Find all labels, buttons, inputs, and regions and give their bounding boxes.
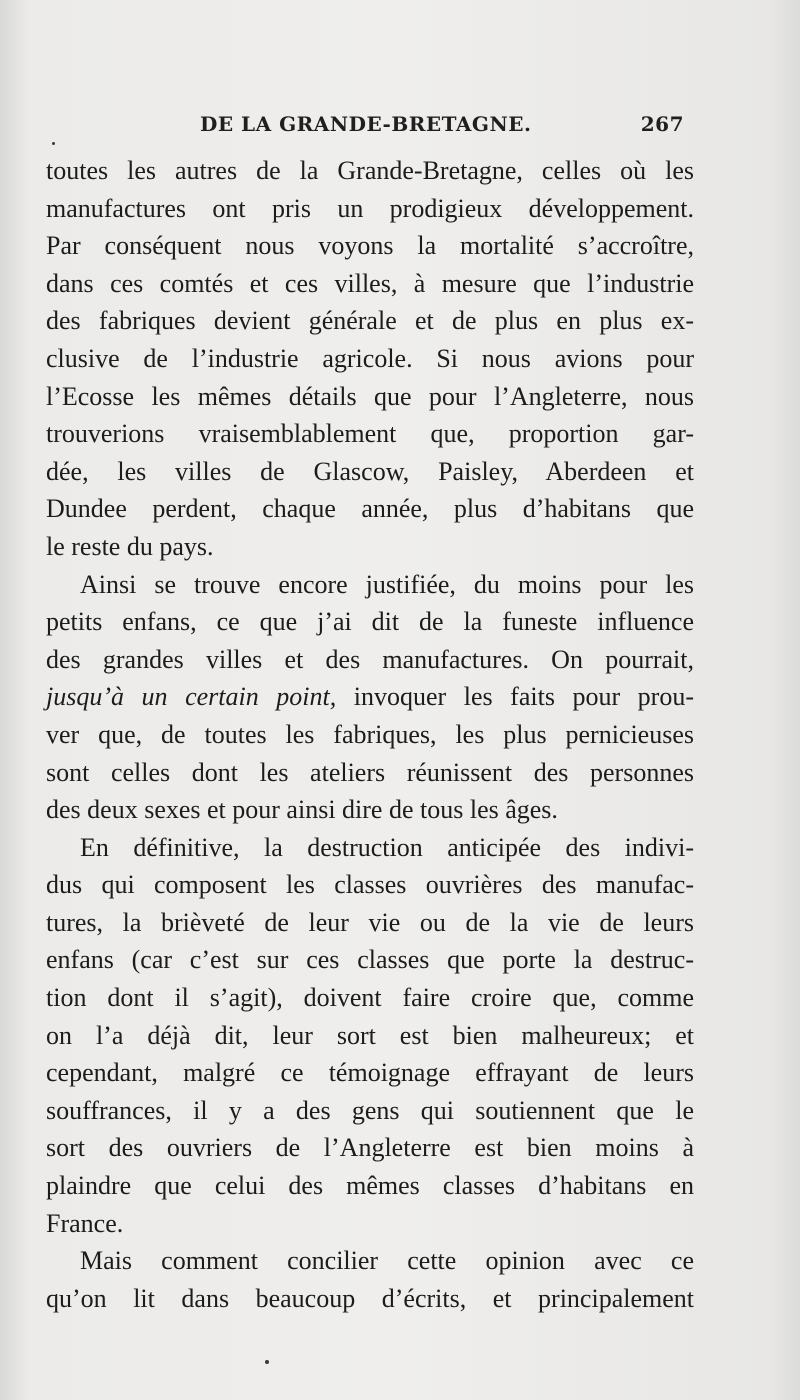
- text-line: dans ces comtés et ces villes, à mesure que l’industrie: [46, 268, 694, 298]
- running-head: [200, 112, 684, 142]
- ink-speck: [52, 142, 55, 145]
- text-line: souffrances, il y a des gens qui soutiennent que le: [46, 1095, 694, 1125]
- page-number: 267: [640, 112, 684, 136]
- text-line: cependant, malgré ce témoignage effrayant de leurs: [46, 1058, 694, 1088]
- italic-phrase: jusqu’à un certain point,: [46, 682, 337, 712]
- text-line: ver que, de toutes les fabriques, les plus pernicieuses: [46, 719, 694, 749]
- text-line: plaindre que celui des mêmes classes d’habitans en: [46, 1171, 694, 1201]
- text-line-with-italic: [46, 678, 694, 716]
- text-line: des grandes villes et des manufactures. On pourrait,: [46, 644, 694, 674]
- body-text: [46, 152, 694, 1317]
- text-line: manufactures ont pris un prodigieux développement.: [46, 193, 694, 223]
- text-line: dus qui composent les classes ouvrières des manufac-: [46, 870, 694, 900]
- text-line: sort des ouvriers de l’Angleterre est bien moins à: [46, 1133, 694, 1163]
- text-line: Ainsi se trouve encore justifiée, du moins pour les: [80, 569, 694, 599]
- text-line: En définitive, la destruction anticipée des indivi-: [80, 832, 694, 862]
- text-line: Par conséquent nous voyons la mortalité s’accroître,: [46, 231, 694, 261]
- text-line: trouverions vraisemblablement que, proportion gar-: [46, 419, 694, 449]
- text-line: Mais comment concilier cette opinion avec ce: [80, 1246, 694, 1276]
- text-line: petits enfans, ce que j’ai dit de la funeste influence: [46, 607, 694, 637]
- text-line: tures, la brièveté de leur vie ou de la vie de leurs: [46, 907, 694, 937]
- text-line: sont celles dont les ateliers réunissent des personnes: [46, 757, 694, 787]
- running-head-title: DE LA GRANDE-BRETAGNE.: [200, 112, 532, 136]
- text-line: qu’on lit dans beaucoup d’écrits, et principalement: [46, 1283, 694, 1313]
- text-line: l’Ecosse les mêmes détails que pour l’Angleterre, nous: [46, 381, 694, 411]
- text-line: le reste du pays.: [46, 531, 214, 561]
- text-line: clusive de l’industrie agricole. Si nous avions pour: [46, 343, 694, 373]
- text-line: des fabriques devient générale et de plus en plus ex-: [46, 306, 694, 336]
- text-line: des deux sexes et pour ainsi dire de tous les âges.: [46, 795, 558, 825]
- text-line: on l’a déjà dit, leur sort est bien malheureux; et: [46, 1020, 694, 1050]
- text-line: France.: [46, 1208, 124, 1238]
- text-line: Dundee perdent, chaque année, plus d’habitans que: [46, 494, 694, 524]
- text-line: toutes les autres de la Grande-Bretagne, celles où les: [46, 156, 694, 185]
- text-segment: invoquer les faits pour prou-: [336, 682, 695, 712]
- text-line: dée, les villes de Glascow, Paisley, Aberdeen et: [46, 456, 694, 486]
- text-line: tion dont il s’agit), doivent faire croire que, comme: [46, 983, 694, 1013]
- ink-speck: [265, 1360, 269, 1364]
- text-line: enfans (car c’est sur ces classes que porte la destruc-: [46, 945, 694, 975]
